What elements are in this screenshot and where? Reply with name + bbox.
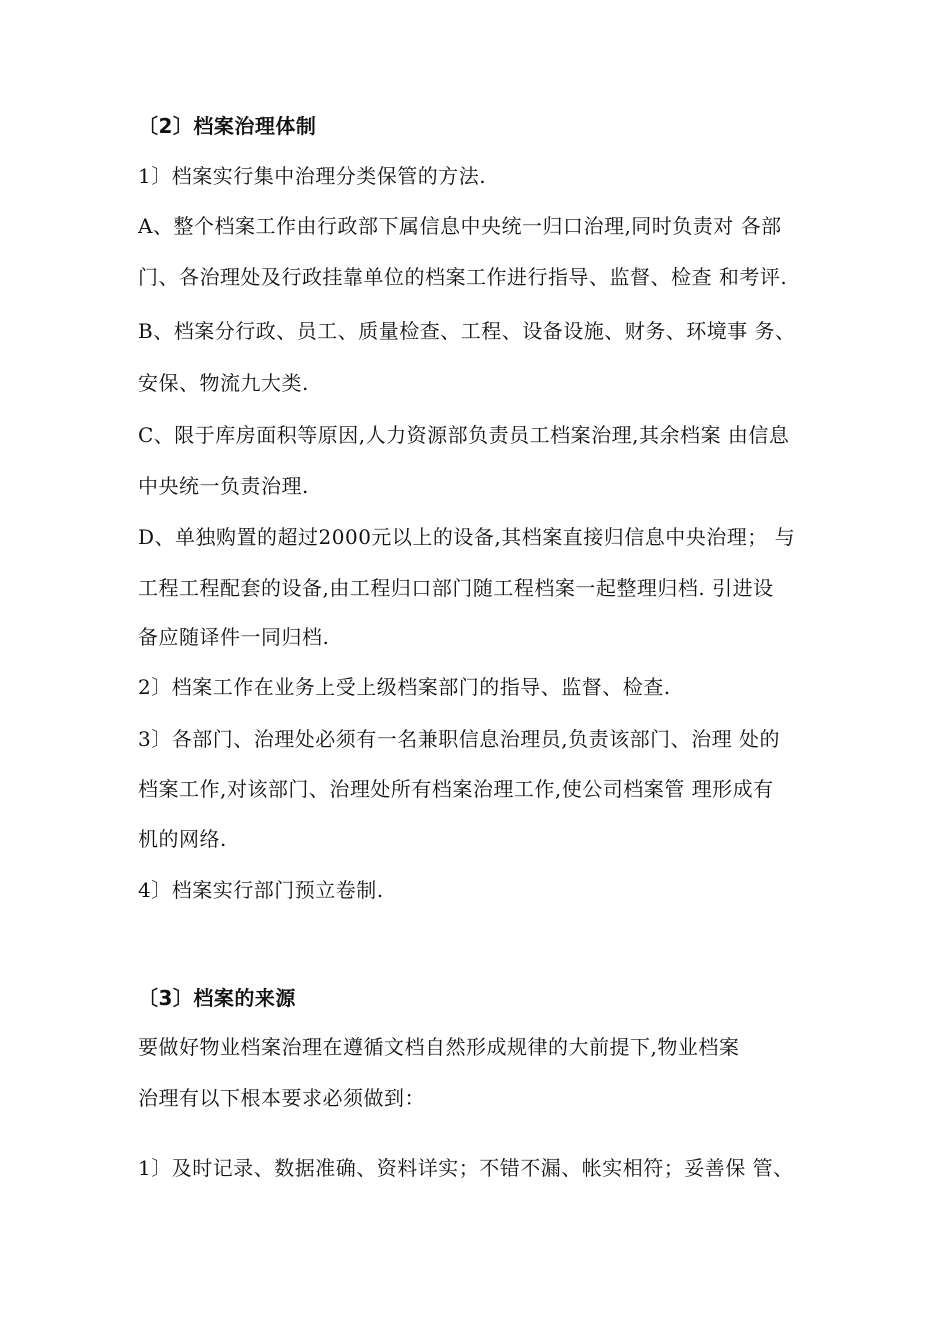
paragraph-line: B、档案分行政、员工、质量检查、工程、设备设施、财务、环境事 务、 bbox=[138, 319, 796, 343]
paragraph-line: 机的网络. bbox=[138, 827, 227, 851]
paragraph-line: 安保、物流九大类. bbox=[138, 371, 309, 395]
section-2-heading: 〔2〕档案治理体制 bbox=[138, 114, 317, 138]
paragraph-line: 1〕档案实行集中治理分类保管的方法. bbox=[138, 164, 487, 188]
paragraph-line: 工程工程配套的设备,由工程归口部门随工程档案一起整理归档. 引进设 bbox=[138, 576, 774, 600]
paragraph-line: 要做好物业档案治理在遵循文档自然形成规律的大前提下,物业档案 bbox=[138, 1035, 740, 1059]
paragraph-line: 3〕各部门、治理处必须有一名兼职信息治理员,负责该部门、治理 处的 bbox=[138, 727, 780, 751]
paragraph-line: A、整个档案工作由行政部下属信息中央统一归口治理,同时负责对 各部 bbox=[138, 214, 782, 238]
paragraph-line: 2〕档案工作在业务上受上级档案部门的指导、监督、检查. bbox=[138, 675, 671, 699]
paragraph-line: C、限于库房面积等原因,人力资源部负责员工档案治理,其余档案 由信息 bbox=[138, 423, 790, 447]
paragraph-line: 中央统一负责治理. bbox=[138, 474, 309, 498]
paragraph-line: 档案工作,对该部门、治理处所有档案治理工作,使公司档案管 理形成有 bbox=[138, 777, 774, 801]
paragraph-line: 备应随译件一同归档. bbox=[138, 625, 330, 649]
paragraph-line: 4〕档案实行部门预立卷制. bbox=[138, 878, 384, 902]
paragraph-line: D、单独购置的超过2000元以上的设备,其档案直接归信息中央治理； 与 bbox=[138, 525, 796, 549]
paragraph-line: 1〕及时记录、数据准确、资料详实；不错不漏、帐实相符；妥善保 管、 bbox=[138, 1156, 794, 1180]
paragraph-line: 治理有以下根本要求必须做到： bbox=[138, 1086, 425, 1110]
section-3-heading: 〔3〕档案的来源 bbox=[138, 986, 296, 1010]
paragraph-line: 门、各治理处及行政挂靠单位的档案工作进行指导、监督、检查 和考评. bbox=[138, 265, 788, 289]
